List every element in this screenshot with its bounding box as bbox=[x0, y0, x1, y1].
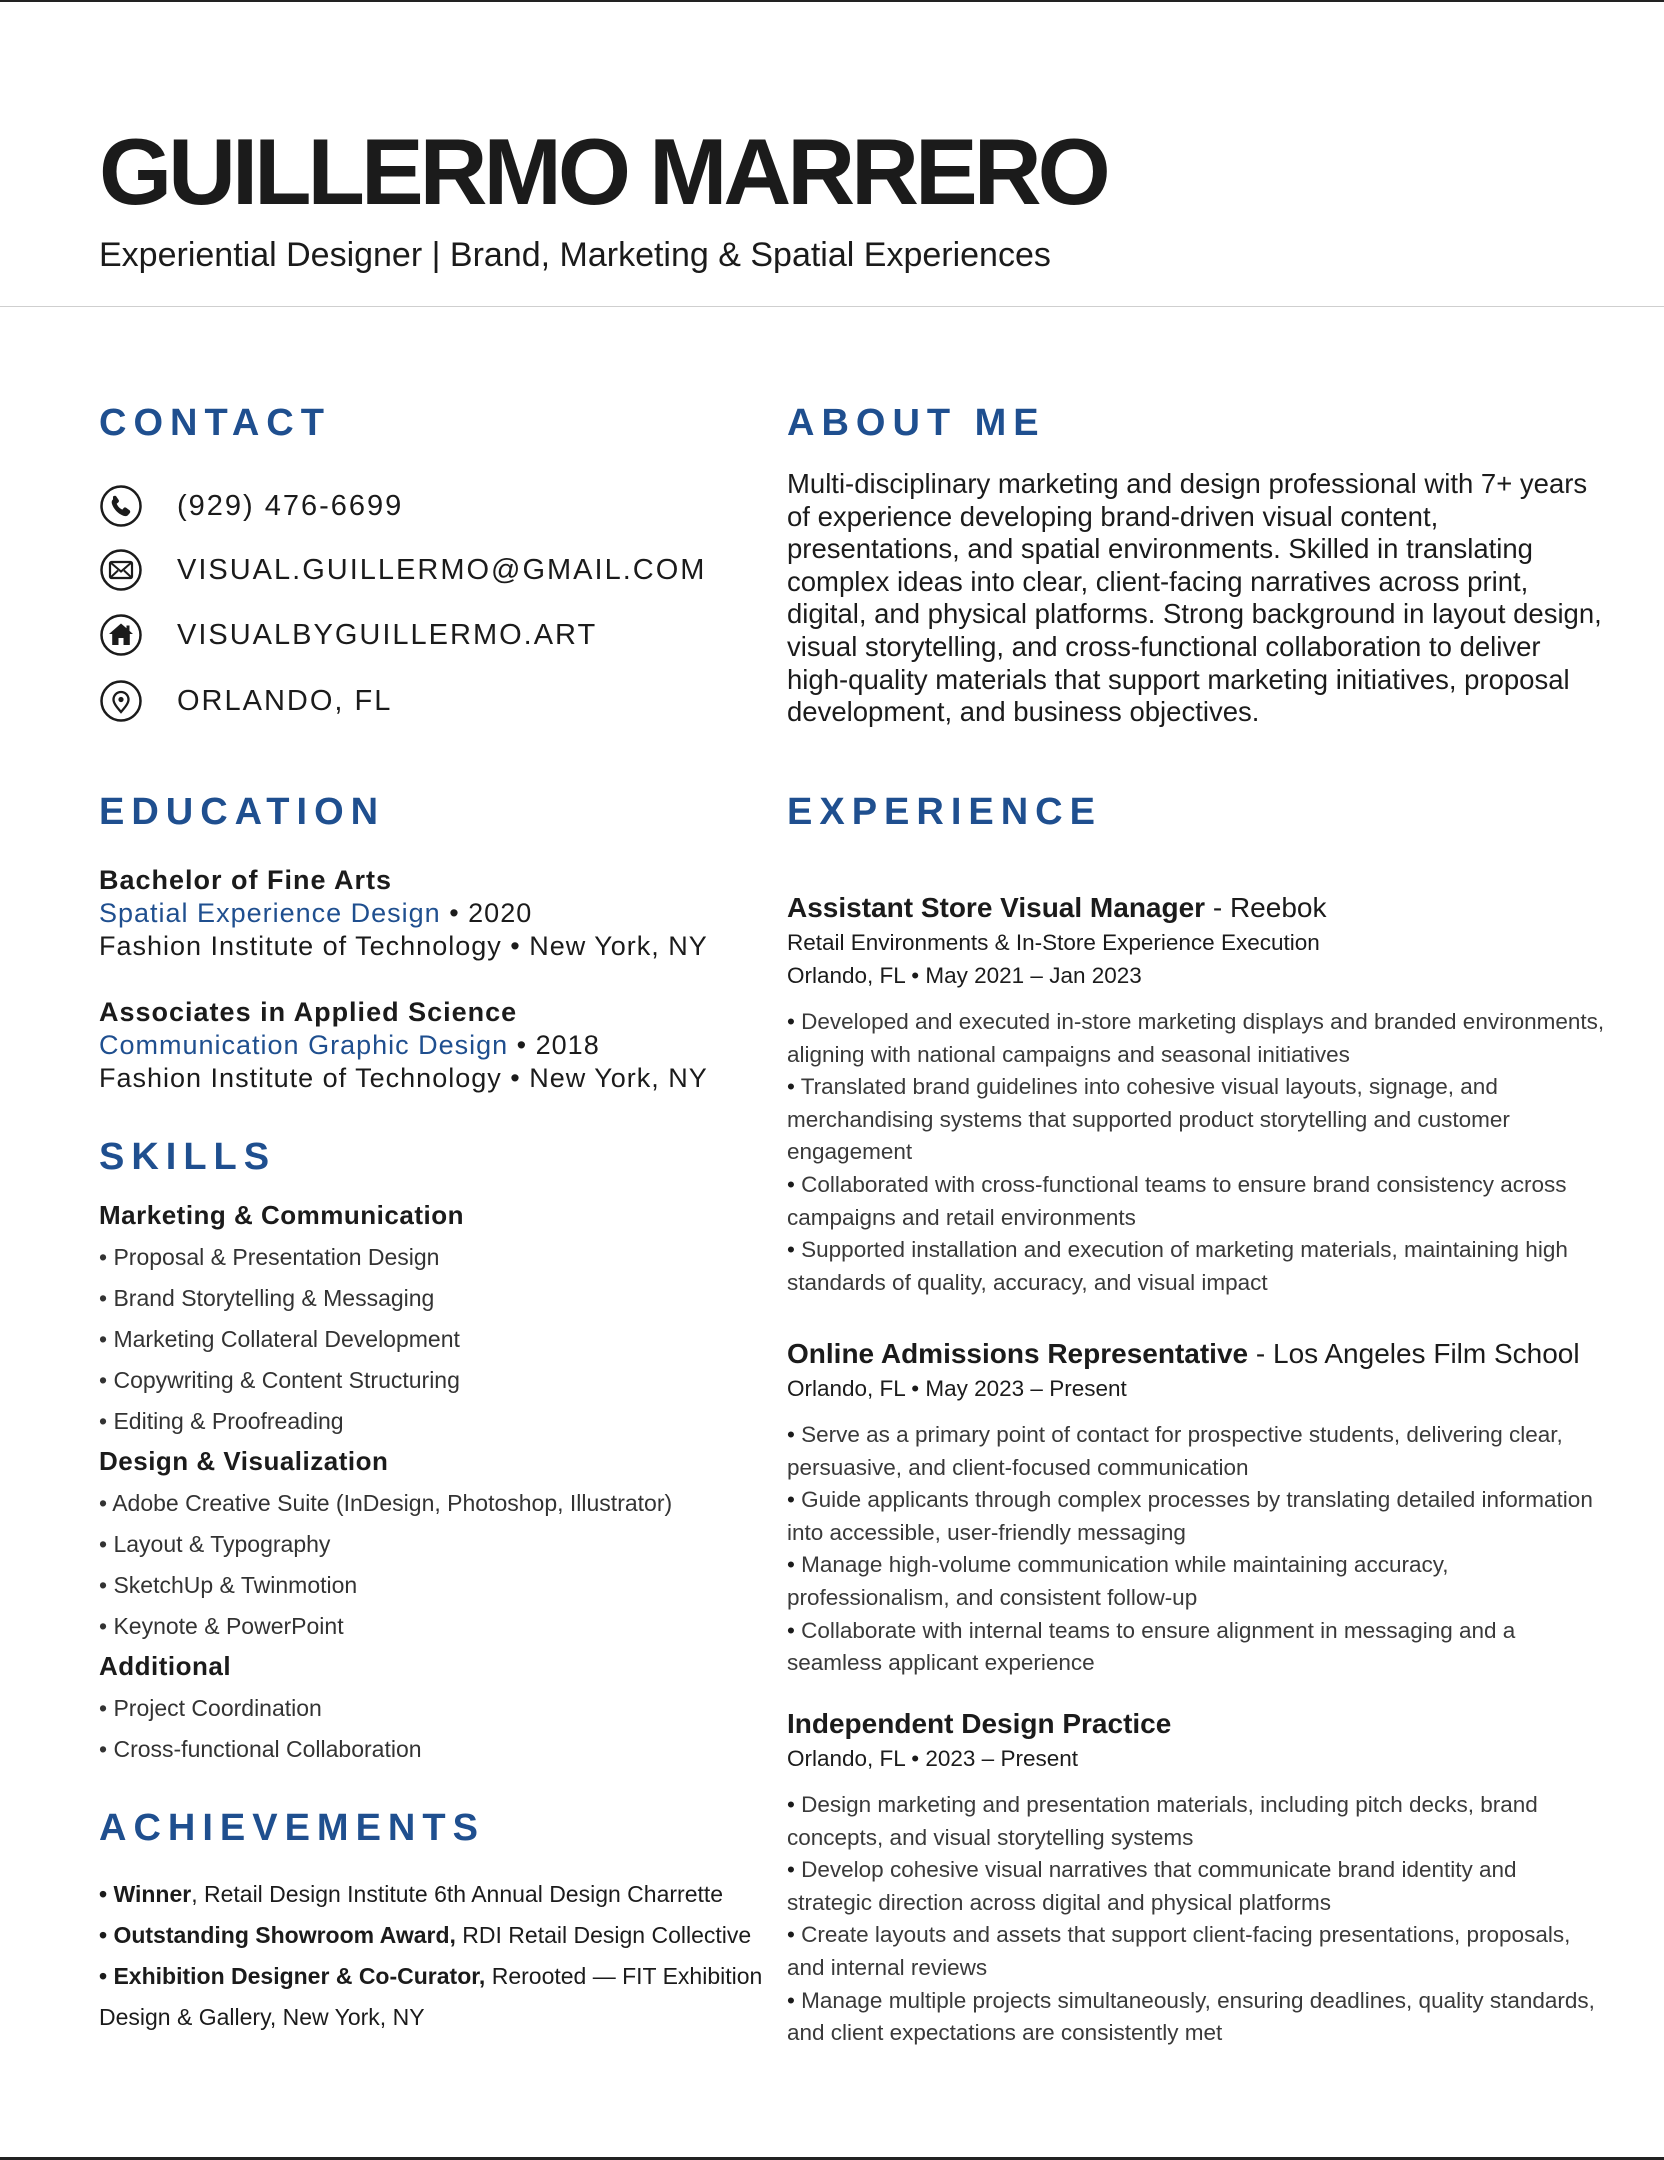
skill-item: • Copywriting & Content Structuring bbox=[99, 1367, 460, 1393]
achievement-item: • Exhibition Designer & Co-Curator, Rerooted — FIT Exhibition Design & Gallery, New York, NY bbox=[99, 1963, 763, 2030]
job-bullet: • Guide applicants through complex processes by translating detailed information into accessible, user-friendly messaging bbox=[787, 1487, 1593, 1545]
skill-text: SketchUp & Twinmotion bbox=[113, 1572, 358, 1598]
candidate-name: GUILLERMO MARRERO bbox=[99, 119, 1107, 224]
achievement-detail: RDI Retail Design Collective bbox=[455, 1922, 752, 1948]
contact-website-text[interactable]: VISUALBYGUILLERMO.ART bbox=[177, 618, 598, 651]
bullet-text: Guide applicants through complex processes by translating detailed information into accessible, user-friendly messaging bbox=[787, 1487, 1593, 1545]
job-subtitle: Retail Environments & In-Store Experience Execution bbox=[787, 930, 1320, 955]
job-entry bbox=[787, 1706, 1607, 2050]
skill-group-title: Design & Visualization bbox=[99, 1446, 389, 1476]
job-entry bbox=[787, 1336, 1607, 1680]
job-location: Orlando, FL bbox=[787, 1376, 905, 1401]
contact-website bbox=[99, 613, 598, 657]
job-title: Independent Design Practice bbox=[787, 1708, 1172, 1739]
achievements-heading: ACHIEVEMENTS bbox=[99, 1807, 485, 1849]
skill-item: • Adobe Creative Suite (InDesign, Photoshop, Illustrator) bbox=[99, 1490, 673, 1516]
degree-school-line: Fashion Institute of Technology • New York, NY bbox=[99, 1063, 708, 1093]
skill-item: • Keynote & PowerPoint bbox=[99, 1613, 344, 1639]
job-bullets bbox=[787, 1419, 1607, 1680]
location-pin-icon bbox=[99, 679, 143, 723]
achievements-list bbox=[99, 1874, 769, 2038]
achievement-title: Exhibition Designer & Co-Curator, bbox=[113, 1963, 486, 1989]
header-divider bbox=[0, 306, 1664, 307]
achievement-item: • Outstanding Showroom Award, RDI Retail Design Collective bbox=[99, 1922, 752, 1948]
contact-phone-text: (929) 476-6699 bbox=[177, 489, 404, 522]
skill-text: Editing & Proofreading bbox=[113, 1408, 344, 1434]
bullet-text: Collaborated with cross-functional teams to ensure brand consistency across campaigns and retail environments bbox=[787, 1171, 1567, 1230]
bullet-text: Supported installation and execution of marketing materials, maintaining high standards of quality, accuracy, and visual impact bbox=[787, 1237, 1568, 1295]
degree-year: 2020 bbox=[468, 898, 533, 928]
degree-field: Communication Graphic Design bbox=[99, 1030, 509, 1060]
job-bullets bbox=[787, 1789, 1607, 2050]
skill-text: Proposal & Presentation Design bbox=[113, 1244, 440, 1270]
skill-text: Brand Storytelling & Messaging bbox=[113, 1285, 435, 1311]
skill-item: • SketchUp & Twinmotion bbox=[99, 1572, 358, 1598]
bullet-text: Manage high-volume communication while maintaining accuracy, professionalism, and consistent follow-up bbox=[787, 1552, 1449, 1610]
school-city: New York, NY bbox=[529, 931, 708, 961]
job-bullet: • Collaborated with cross-functional teams to ensure brand consistency across campaigns and retail environments bbox=[787, 1171, 1567, 1230]
experience-heading: EXPERIENCE bbox=[787, 791, 1102, 833]
bullet-text: Design marketing and presentation materials, including pitch decks, brand concepts, and visual storytelling systems bbox=[787, 1792, 1538, 1850]
achievement-detail: , Retail Design Institute 6th Annual Design Charrette bbox=[191, 1881, 724, 1907]
contact-phone bbox=[99, 484, 404, 528]
skill-group-title: Additional bbox=[99, 1651, 232, 1681]
bullet-text: Develop cohesive visual narratives that communicate brand identity and strategic direction across digital and physical platforms bbox=[787, 1857, 1517, 1915]
job-title: Assistant Store Visual Manager bbox=[787, 892, 1206, 923]
degree-title: Bachelor of Fine Arts bbox=[99, 865, 393, 895]
skill-text: Marketing Collateral Development bbox=[113, 1326, 460, 1352]
education-heading: EDUCATION bbox=[99, 791, 386, 833]
school-name: Fashion Institute of Technology bbox=[99, 931, 502, 961]
degree-year: 2018 bbox=[535, 1030, 600, 1060]
job-bullet: • Manage multiple projects simultaneously, ensuring deadlines, quality standards, and client expectations are consistently met bbox=[787, 1987, 1595, 2046]
achievement-detail: Rerooted — FIT Exhibition Design & Gallery, New York, NY bbox=[99, 1963, 763, 2030]
bullet-text: Serve as a primary point of contact for prospective students, delivering clear, persuasive, and client-focused communication bbox=[787, 1422, 1563, 1480]
mail-icon bbox=[99, 548, 143, 592]
job-bullet: • Manage high-volume communication while maintaining accuracy, professionalism, and consistent follow-up bbox=[787, 1552, 1449, 1610]
bullet-text: Create layouts and assets that support client-facing presentations, proposals, and internal reviews bbox=[787, 1922, 1571, 1980]
job-location: Orlando, FL bbox=[787, 963, 905, 988]
skill-group-title: Marketing & Communication bbox=[99, 1200, 464, 1230]
job-company: - Reebok bbox=[1205, 892, 1327, 923]
job-bullet: • Developed and executed in-store marketing displays and branded environments, aligning with national campaigns and seasonal initiatives bbox=[787, 1009, 1605, 1067]
contact-location bbox=[99, 679, 393, 723]
candidate-tagline: Experiential Designer | Brand, Marketing & Spatial Experiences bbox=[99, 236, 1051, 274]
job-title-line bbox=[787, 1336, 1607, 1372]
job-dates: 2023 – Present bbox=[925, 1746, 1078, 1771]
job-title-line bbox=[787, 890, 1607, 926]
skill-item: • Layout & Typography bbox=[99, 1531, 331, 1557]
home-icon bbox=[99, 613, 143, 657]
skill-item: • Editing & Proofreading bbox=[99, 1408, 344, 1434]
job-meta: Orlando, FL • May 2021 – Jan 2023 bbox=[787, 963, 1142, 988]
school-city: New York, NY bbox=[529, 1063, 708, 1093]
job-entry bbox=[787, 890, 1607, 1299]
job-bullet: • Create layouts and assets that support client-facing presentations, proposals, and internal reviews bbox=[787, 1922, 1571, 1980]
contact-email-text[interactable]: VISUAL.GUILLERMO@GMAIL.COM bbox=[177, 553, 707, 586]
contact-location-text: ORLANDO, FL bbox=[177, 684, 393, 717]
job-bullet: • Develop cohesive visual narratives that communicate brand identity and strategic direction across digital and physical platforms bbox=[787, 1857, 1517, 1915]
degree-field-line: Spatial Experience Design • 2020 bbox=[99, 898, 533, 928]
job-company: - Los Angeles Film School bbox=[1248, 1338, 1580, 1369]
job-title-line bbox=[787, 1706, 1607, 1742]
contact-email bbox=[99, 548, 707, 592]
skill-text: Keynote & PowerPoint bbox=[113, 1613, 344, 1639]
skill-item: • Project Coordination bbox=[99, 1695, 322, 1721]
skill-text: Cross-functional Collaboration bbox=[113, 1736, 422, 1762]
achievement-title: Winner bbox=[113, 1881, 192, 1907]
bullet-text: Translated brand guidelines into cohesive visual layouts, signage, and merchandising systems that supported product storytelling and customer engagement bbox=[787, 1074, 1510, 1165]
education-item bbox=[99, 864, 739, 963]
job-bullet: • Supported installation and execution of marketing materials, maintaining high standards of quality, accuracy, and visual impact bbox=[787, 1237, 1568, 1295]
about-heading: ABOUT ME bbox=[787, 402, 1046, 444]
contact-heading: CONTACT bbox=[99, 402, 331, 444]
about-text: Multi-disciplinary marketing and design professional with 7+ years of experience developing brand-driven visual content, presentations, and spatial environments. Skilled in translating complex ideas into clear, client-facing narratives across print, digital, and physical platforms. Strong background in layout design, visual storytelling, and cross-functional collaboration to deliver high-quality materials that support marketing initiatives, proposal development, and business objectives. bbox=[787, 468, 1602, 728]
skill-text: Layout & Typography bbox=[113, 1531, 331, 1557]
skill-text: Copywriting & Content Structuring bbox=[113, 1367, 460, 1393]
skill-text: Project Coordination bbox=[113, 1695, 322, 1721]
education-item bbox=[99, 996, 739, 1095]
job-title: Online Admissions Representative bbox=[787, 1338, 1249, 1369]
school-name: Fashion Institute of Technology bbox=[99, 1063, 502, 1093]
job-dates: May 2021 – Jan 2023 bbox=[925, 963, 1142, 988]
skill-item: • Proposal & Presentation Design bbox=[99, 1244, 440, 1270]
job-bullet: • Design marketing and presentation materials, including pitch decks, brand concepts, and visual storytelling systems bbox=[787, 1792, 1538, 1850]
job-bullet: • Serve as a primary point of contact for prospective students, delivering clear, persuasive, and client-focused communication bbox=[787, 1422, 1563, 1480]
degree-school-line: Fashion Institute of Technology • New York, NY bbox=[99, 931, 708, 961]
phone-icon bbox=[99, 484, 143, 528]
degree-field-line: Communication Graphic Design • 2018 bbox=[99, 1030, 600, 1060]
job-bullet: • Collaborate with internal teams to ensure alignment in messaging and a seamless applicant experience bbox=[787, 1617, 1516, 1676]
achievement-title: Outstanding Showroom Award, bbox=[113, 1922, 456, 1948]
skill-text: Adobe Creative Suite (InDesign, Photoshop, Illustrator) bbox=[112, 1490, 673, 1516]
job-dates: May 2023 – Present bbox=[925, 1376, 1127, 1401]
skill-item: • Marketing Collateral Development bbox=[99, 1326, 460, 1352]
top-border bbox=[0, 0, 1664, 2]
skill-item: • Brand Storytelling & Messaging bbox=[99, 1285, 435, 1311]
degree-field: Spatial Experience Design bbox=[99, 898, 441, 928]
job-meta: Orlando, FL • May 2023 – Present bbox=[787, 1376, 1127, 1401]
skill-item: • Cross-functional Collaboration bbox=[99, 1736, 422, 1762]
job-bullets bbox=[787, 1006, 1607, 1299]
degree-title: Associates in Applied Science bbox=[99, 997, 518, 1027]
skills-heading: SKILLS bbox=[99, 1136, 277, 1178]
job-meta: Orlando, FL • 2023 – Present bbox=[787, 1746, 1078, 1771]
bullet-text: Manage multiple projects simultaneously, ensuring deadlines, quality standards, and client expectations are consistently met bbox=[787, 1987, 1595, 2046]
job-bullet: • Translated brand guidelines into cohesive visual layouts, signage, and merchandising systems that supported product storytelling and customer engagement bbox=[787, 1074, 1510, 1165]
achievement-item: • Winner, Retail Design Institute 6th Annual Design Charrette bbox=[99, 1881, 724, 1907]
job-location: Orlando, FL bbox=[787, 1746, 905, 1771]
bullet-text: Developed and executed in-store marketing displays and branded environments, aligning with national campaigns and seasonal initiatives bbox=[787, 1009, 1605, 1067]
bullet-text: Collaborate with internal teams to ensure alignment in messaging and a seamless applicant experience bbox=[787, 1617, 1516, 1676]
